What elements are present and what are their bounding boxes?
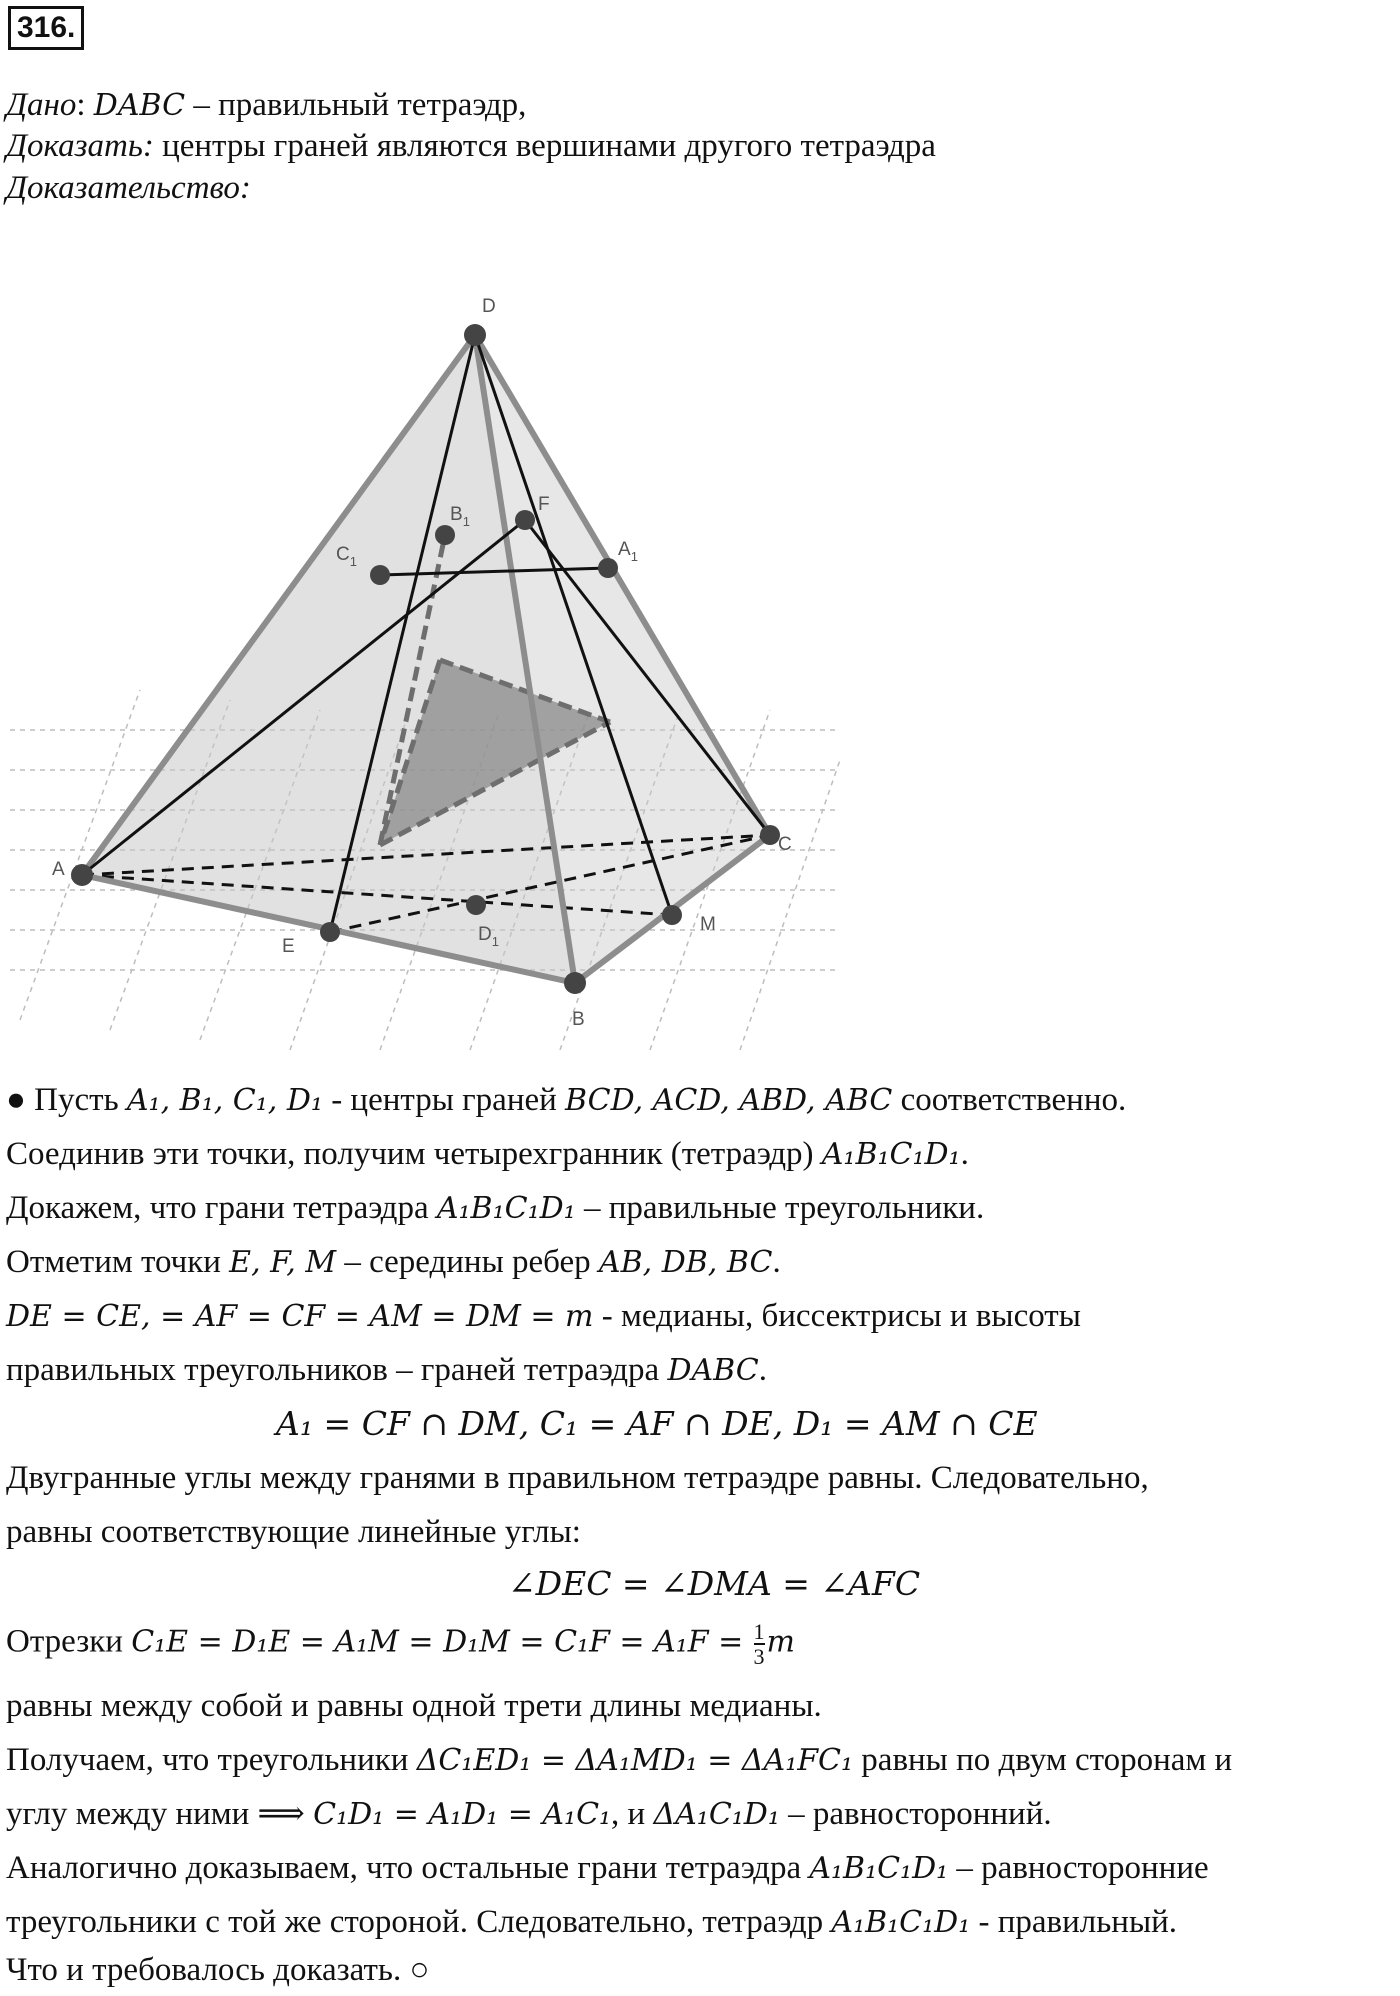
proof-line-12: равны между собой и равны одной трети длины медианы. [6, 1688, 822, 1724]
math-triangles: ΔC₁ED₁ = ΔA₁MD₁ = ΔA₁FC₁ [416, 1743, 854, 1778]
text-span: – равносторонний. [779, 1796, 1052, 1832]
label-b: B [572, 1009, 585, 1030]
math-tetra: A₁B₁C₁D₁ [436, 1191, 576, 1226]
text-span: Аналогично доказываем, что остальные грани тетраэдра [6, 1850, 810, 1886]
text-span: треугольники с той же стороной. Следовательно, тетраэдр [6, 1904, 832, 1940]
text-span: ● Пусть [6, 1082, 127, 1118]
text-span: , и [611, 1796, 654, 1832]
label-d1: $D_1$ [478, 924, 499, 949]
prove-line [6, 128, 936, 164]
angles-formula: ∠DEC = ∠DMA = ∠AFC [508, 1564, 921, 1603]
prove-label: Доказать: [6, 128, 154, 164]
proof-line-3 [6, 1190, 984, 1226]
proof-line-2: Соединив эти точки, получим четырехгранник (тетраэдр) A₁B₁C₁D₁. [6, 1136, 969, 1172]
label-c1: $C_1$ [336, 544, 357, 569]
proof-line-15 [6, 1850, 1209, 1886]
text-span: углу между ними ⟹ [6, 1796, 314, 1832]
math-centers: A₁, B₁, C₁, D₁ [126, 1083, 323, 1118]
proof-line-14 [6, 1796, 1052, 1832]
text-span: - центры граней [322, 1082, 566, 1118]
math-faces: BCD, ACD, ABD, ABC [565, 1083, 893, 1118]
label-c: C [778, 834, 792, 855]
proof-line-11 [6, 1620, 795, 1668]
label-m: M [700, 914, 716, 935]
frac-num: 1 [753, 1619, 765, 1644]
text-span: Отрезки [6, 1623, 132, 1660]
frac-var: m [766, 1624, 795, 1660]
math-medians: DE = CE, = AF = CF = AM = DM = m [6, 1299, 594, 1334]
text-span: соответственно. [892, 1082, 1127, 1118]
math-sides: C₁D₁ = A₁D₁ = A₁C₁ [313, 1797, 612, 1832]
text-span: - медианы, биссектрисы и высоты [593, 1298, 1081, 1334]
frac-den: 3 [753, 1644, 765, 1670]
proof-line-4: Отметим точки E, F, M – середины ребер AB, DB, BC. [6, 1244, 781, 1280]
text-span: Соединив эти точки, получим четырехгранник (тетраэдр) [6, 1136, 822, 1172]
proof-line-9: равны соответствующие линейные углы: [6, 1514, 581, 1550]
math-equilateral: ΔA₁C₁D₁ [653, 1797, 780, 1832]
given-object: DABC [93, 88, 186, 123]
intersections-formula: A₁ = CF ∩ DM, C₁ = AF ∩ DE, D₁ = AM ∩ CE [276, 1404, 1038, 1443]
text-span: Получаем, что треугольники [6, 1742, 417, 1778]
given-colon: : [76, 87, 94, 123]
proof-line-1 [6, 1082, 1126, 1118]
math-segments: C₁E = D₁E = A₁M = D₁M = C₁F = A₁F = [131, 1624, 744, 1660]
label-a1: $A_1$ [618, 539, 638, 564]
math-points: E, F, M [229, 1245, 337, 1280]
problem-number: 316. [8, 6, 84, 50]
prove-text: центры граней являются вершинами другого тетраэдра [153, 128, 936, 164]
given-label: Дано [6, 87, 77, 123]
math-dabc: DABC [667, 1353, 759, 1388]
label-f: F [538, 494, 550, 515]
proof-line-16 [6, 1904, 1177, 1940]
math-tetra: A₁B₁C₁D₁ [821, 1137, 961, 1172]
text-span: – середины ребер [336, 1244, 599, 1280]
proof-label: Доказательство: [6, 170, 251, 206]
math-tetra: A₁B₁C₁D₁ [831, 1905, 971, 1940]
text-span: Докажем, что грани тетраэдра [6, 1190, 437, 1226]
given-line [6, 87, 526, 123]
label-d: D [482, 296, 496, 317]
label-e: E [282, 936, 295, 957]
proof-line-8: Двугранные углы между гранями в правильном тетраэдре равны. Следовательно, [6, 1460, 1149, 1496]
proof-line-17: Что и требовалось доказать. ○ [6, 1952, 430, 1988]
tetrahedron-figure [0, 290, 860, 1050]
proof-line-6: правильных треугольников – граней тетраэдра DABC. [6, 1352, 767, 1388]
text-span: правильных треугольников – граней тетраэдра [6, 1352, 668, 1388]
text-span: - правильный. [970, 1904, 1178, 1940]
math-edges: AB, DB, BC [598, 1245, 773, 1280]
proof-line-5 [6, 1298, 1081, 1334]
label-b1: $B_1$ [450, 504, 470, 529]
label-a: A [52, 859, 65, 880]
text-span: – равносторонние [948, 1850, 1209, 1886]
proof-line-13 [6, 1742, 1232, 1778]
text-span: равны по двум сторонам и [853, 1742, 1233, 1778]
text-span: – правильные треугольники. [575, 1190, 985, 1226]
fraction [754, 1620, 765, 1668]
math-tetra: A₁B₁C₁D₁ [809, 1851, 949, 1886]
text-span: Отметим точки [6, 1244, 230, 1280]
given-text: – правильный тетраэдр, [185, 87, 527, 123]
